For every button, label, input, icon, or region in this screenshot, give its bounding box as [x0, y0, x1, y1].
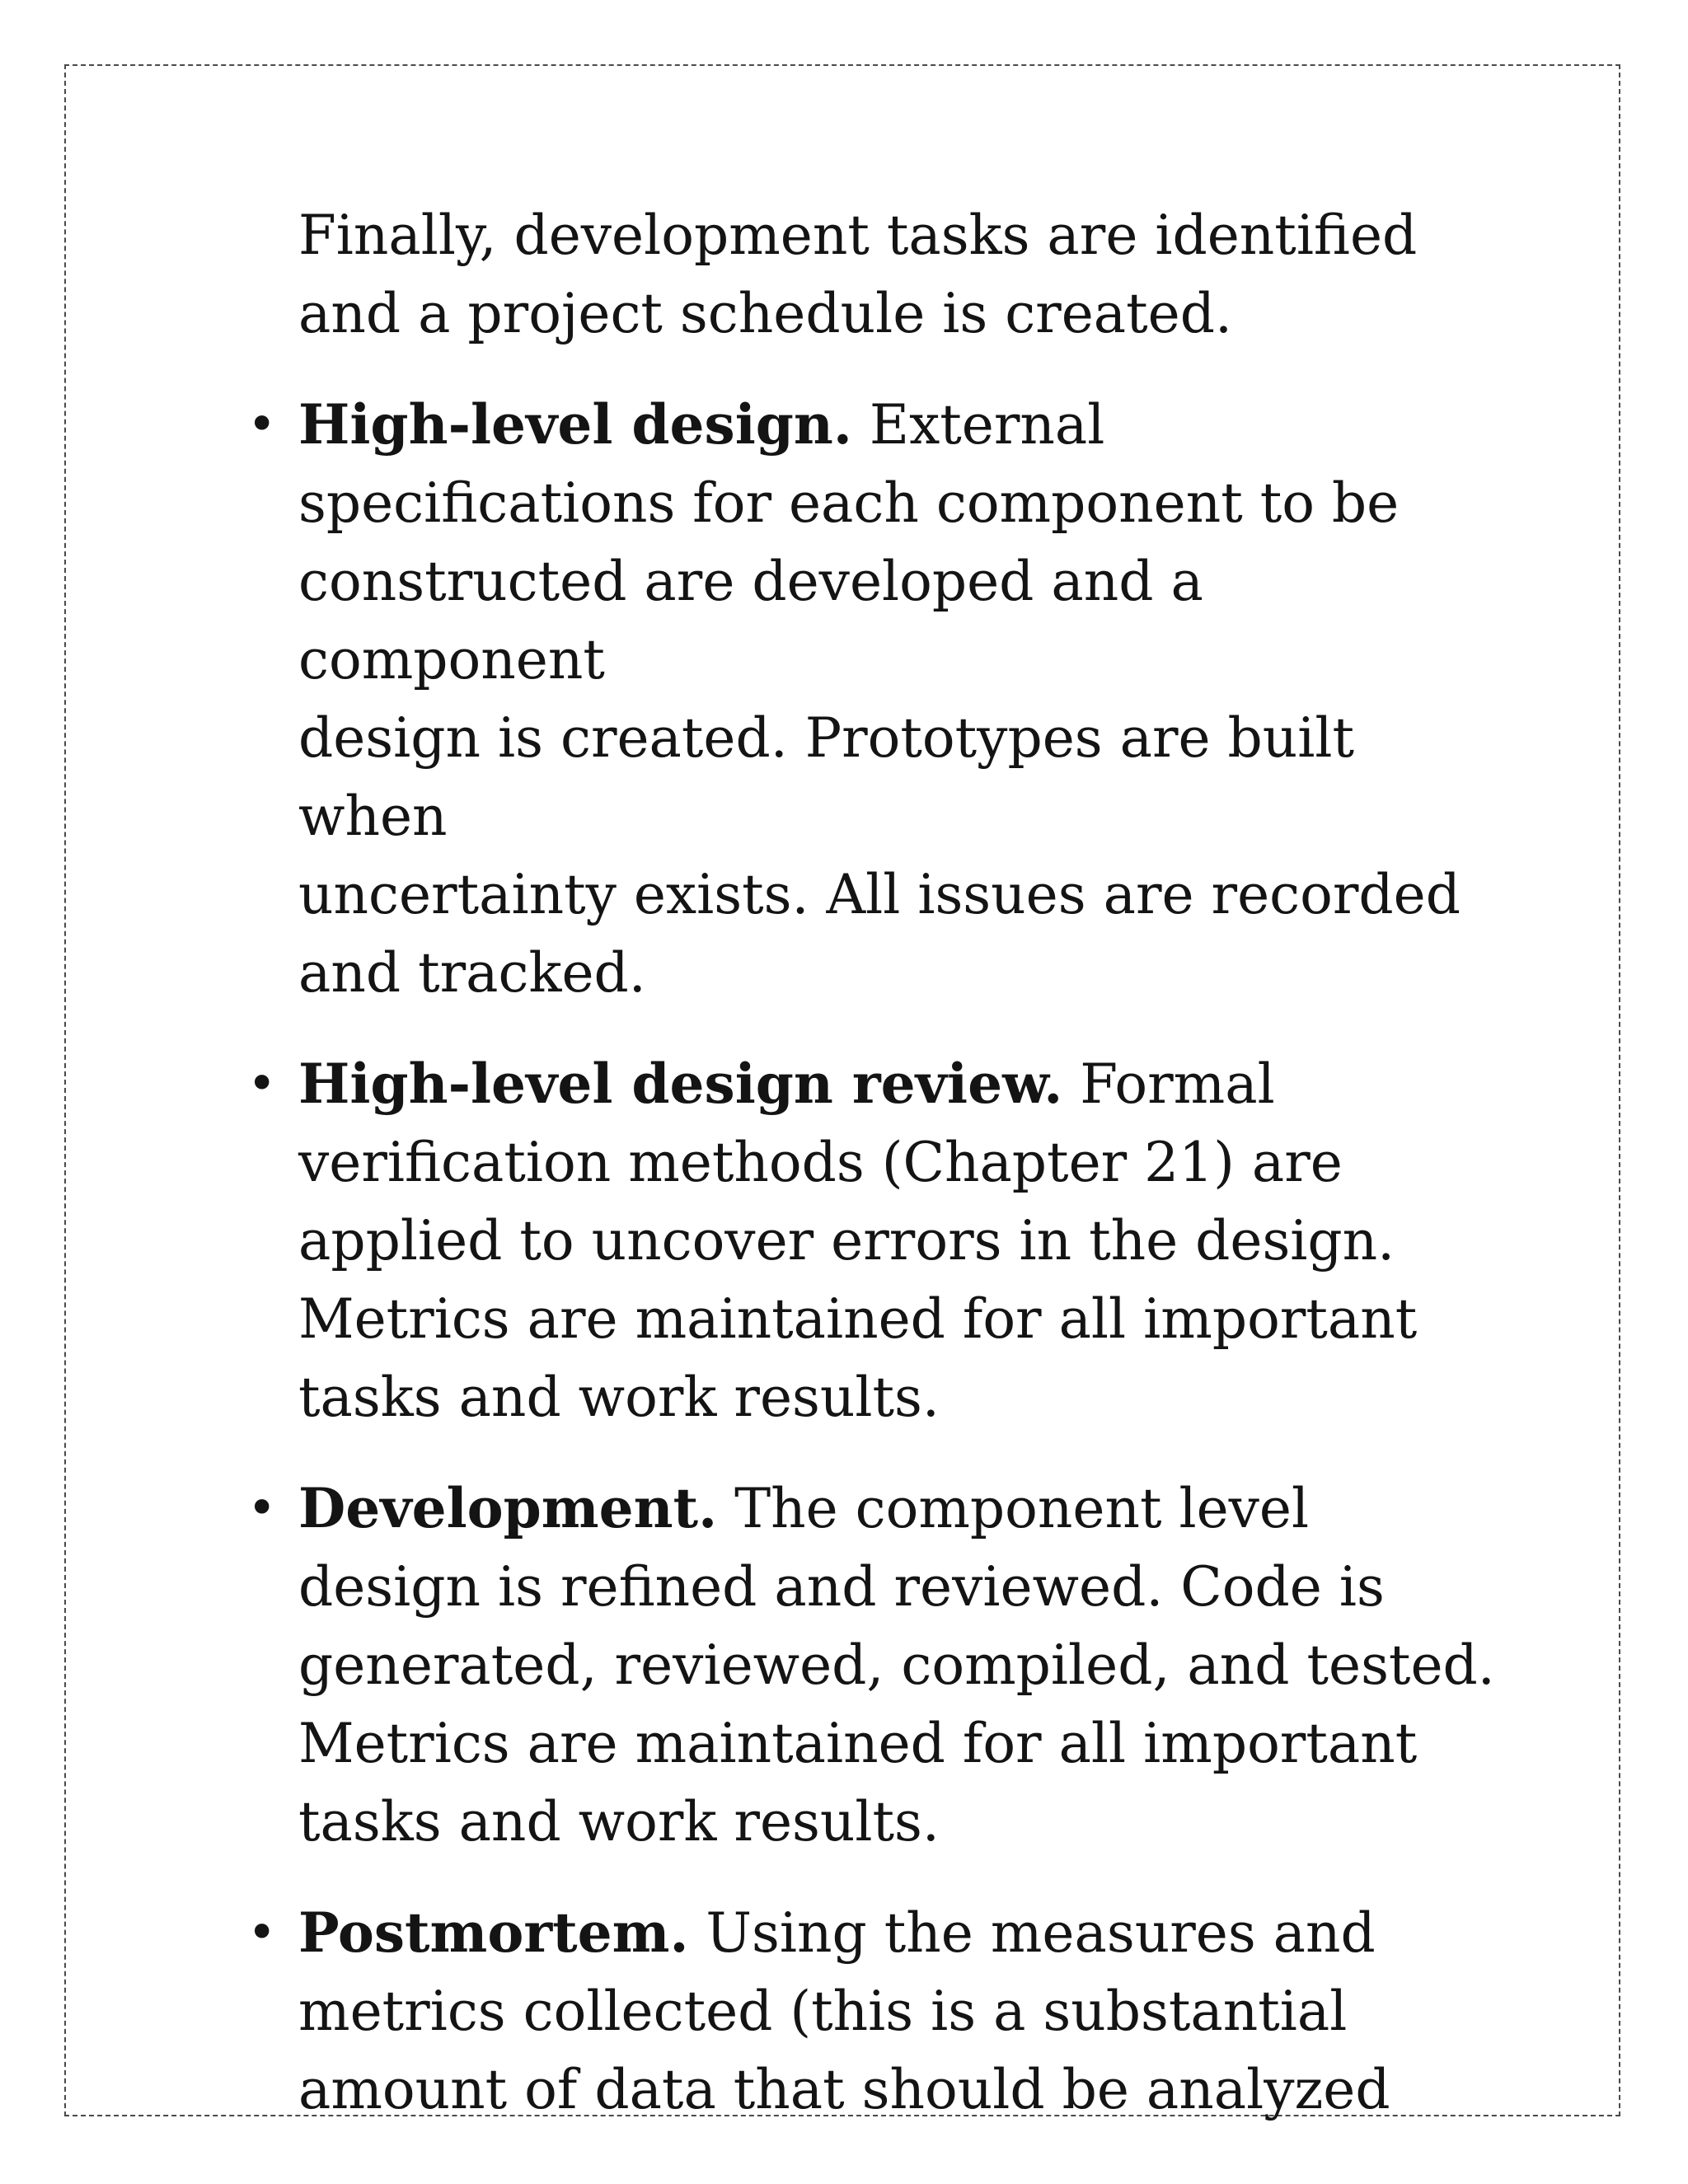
bullet-icon: • — [247, 396, 277, 453]
item-text: The component level design is refined and reviewed. Code is generated, reviewed, compiled, and tested. Metrics are maintained for all important tasks and work results. — [298, 1477, 1495, 1854]
item-text: Using the measures and metrics collected (this is a substantial amount of data that should be analyzed — [298, 1901, 1390, 2121]
list-item-development — [247, 1469, 1518, 1861]
process-steps-list — [247, 386, 1518, 2129]
bullet-icon: • — [247, 1904, 277, 1961]
list-item-postmortem — [247, 1894, 1518, 2129]
bullet-icon: • — [247, 1055, 277, 1113]
item-term: High-level design review. — [298, 1052, 1063, 1116]
item-text: External specifications for each component to be constructed are developed and a component design is created. Prototypes are built when uncertainty exists. All issues are recorded and tracked. — [298, 393, 1461, 1005]
item-term: Development. — [298, 1476, 718, 1540]
bullet-icon: • — [247, 1479, 277, 1537]
intro-paragraph: Finally, development tasks are identified and a project schedule is created. — [298, 204, 1418, 345]
item-text: Formal verification methods (Chapter 21) are applied to uncover errors in the design. Metrics are maintained for all important tasks and work results. — [298, 1052, 1418, 1429]
item-term: Postmortem. — [298, 1900, 689, 1965]
item-term: High-level design. — [298, 392, 852, 457]
list-item-high-level-design — [247, 386, 1518, 1012]
page-content — [247, 196, 1518, 2162]
list-item-high-level-design-review — [247, 1045, 1518, 1436]
